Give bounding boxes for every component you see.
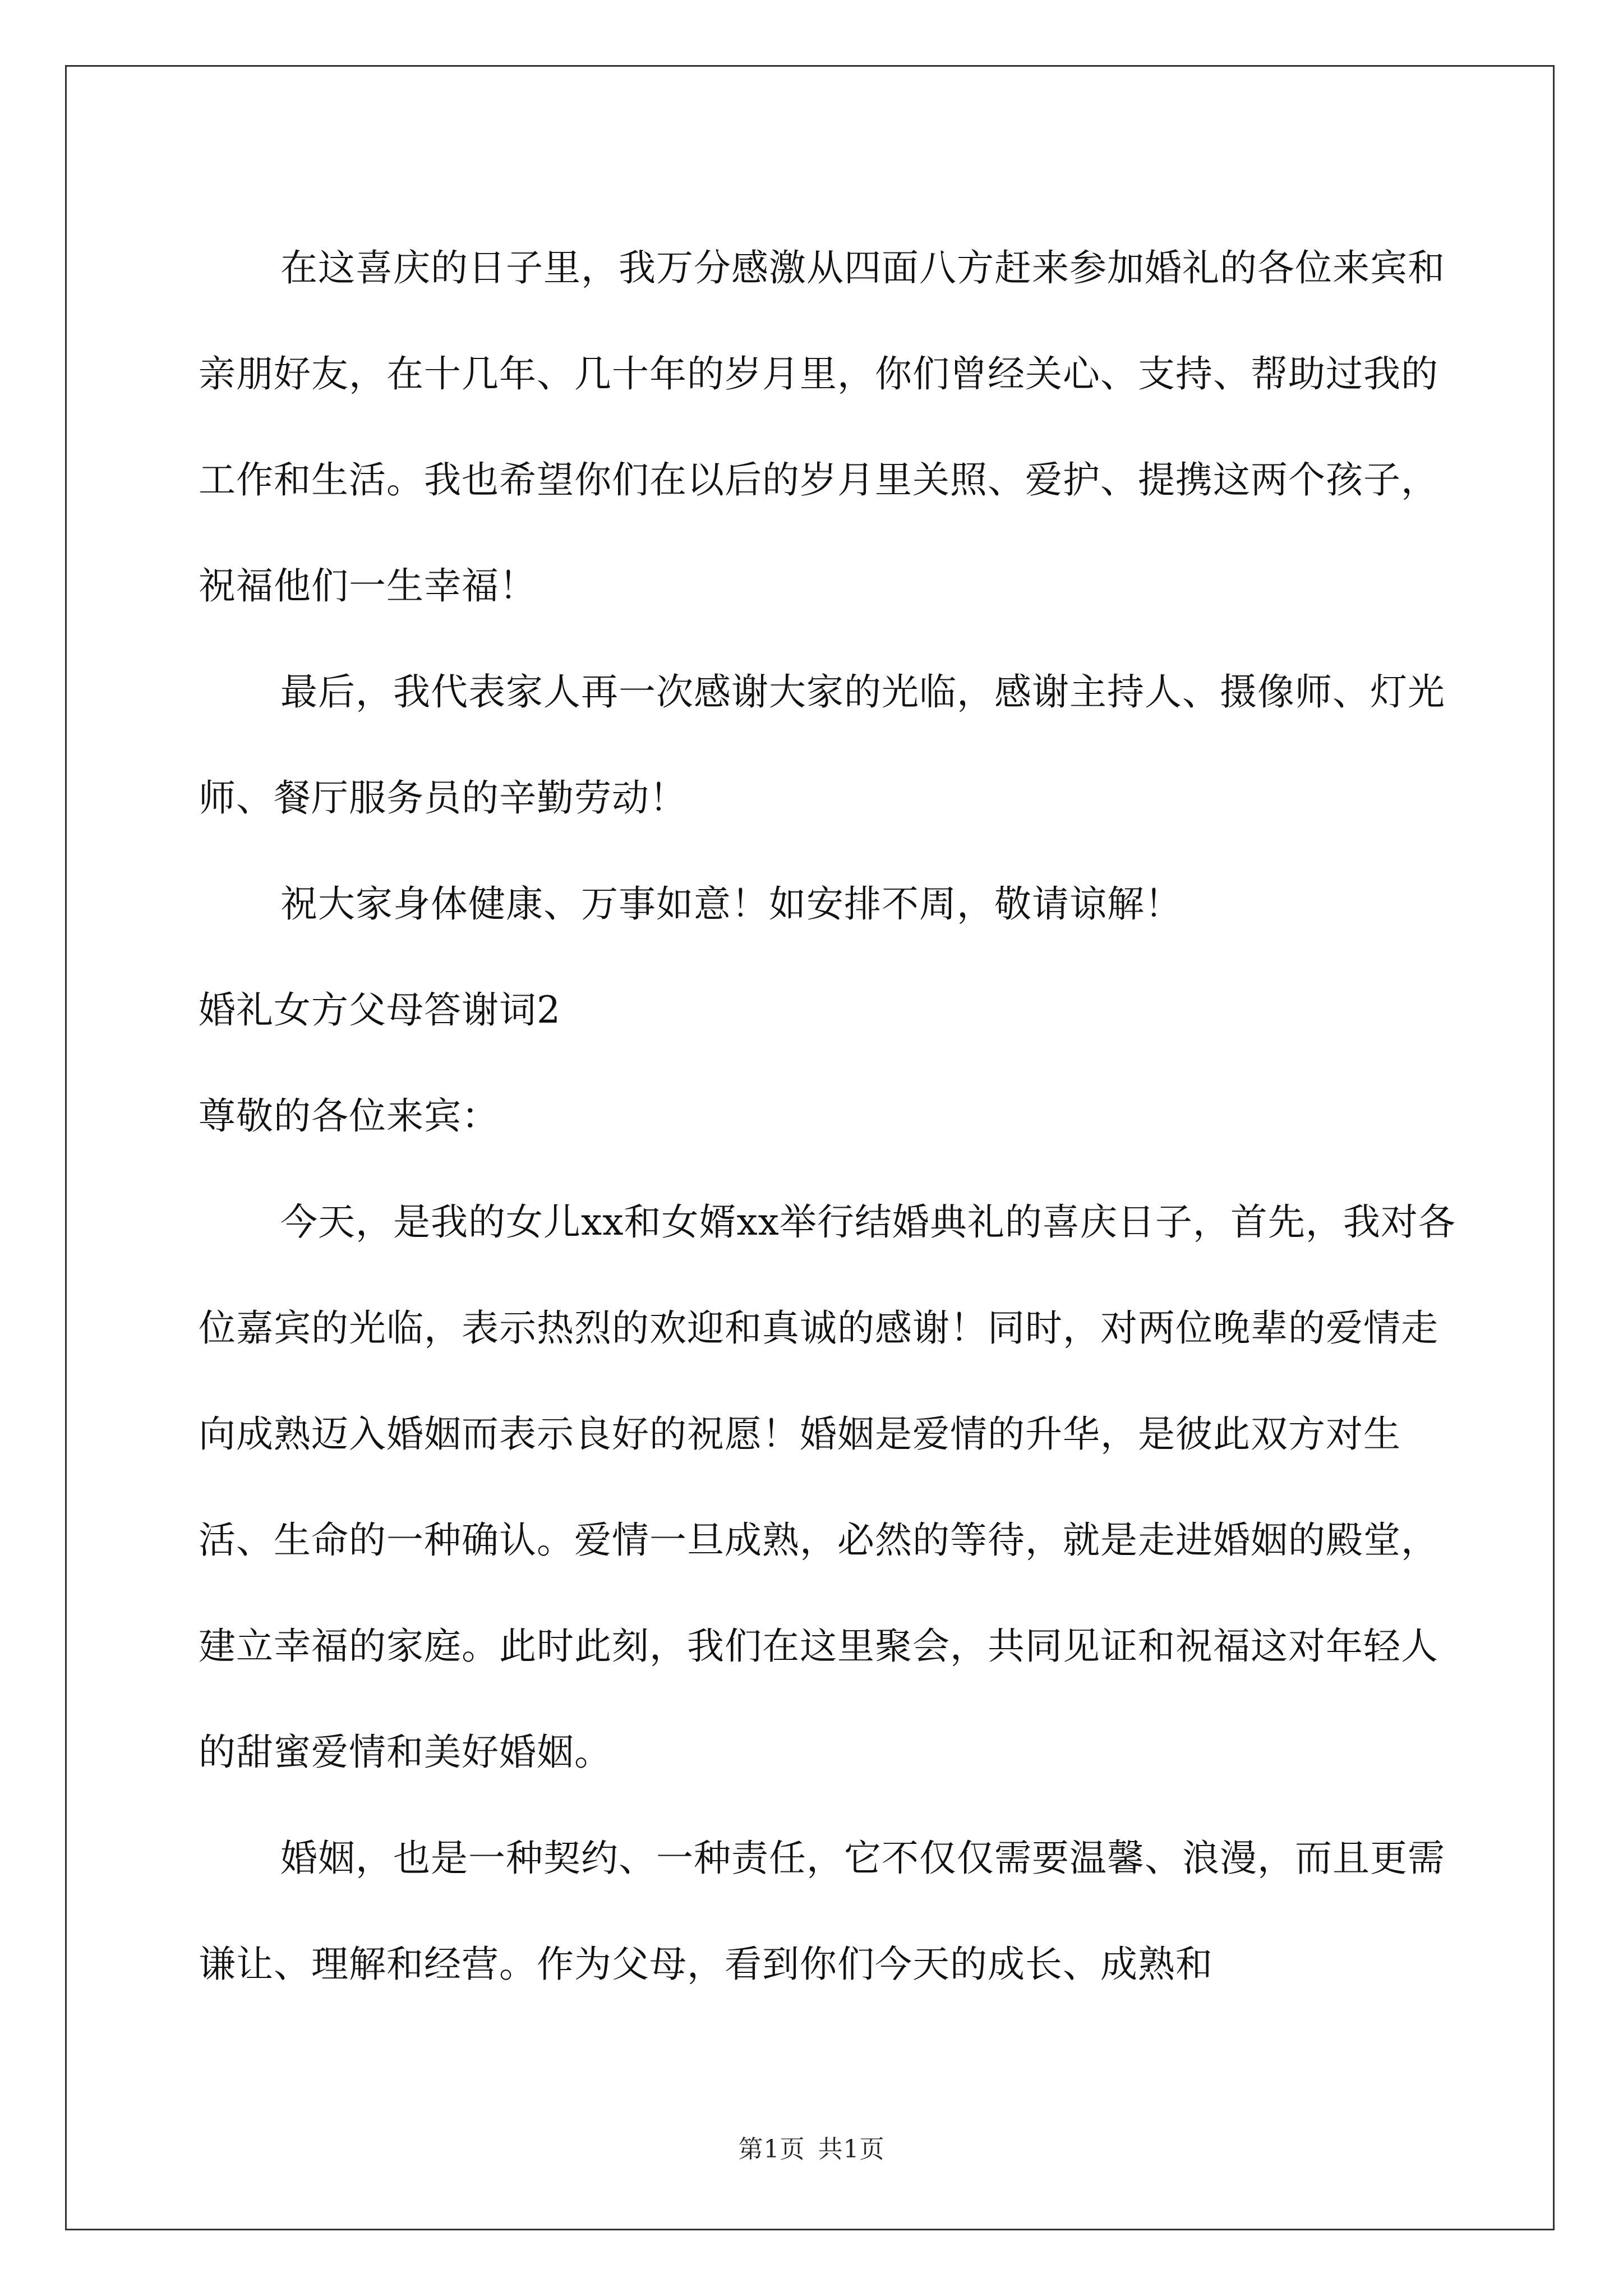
page-total: 共1页 xyxy=(818,2135,885,2164)
document-body xyxy=(199,215,1472,2017)
paragraph-welcome: 今天，是我的女儿xx和女婿xx举行结婚典礼的喜庆日子，首先，我对各位嘉宾的光临，表示热烈的欢迎和真诚的感谢！同时，对两位晚辈的爱情走向成熟迈入婚姻而表示良好的祝愿！婚姻是爱情的升华，是彼此双方对生活、生命的一种确认。爱情一旦成熟，必然的等待，就是走进婚姻的殿堂，建立幸福的家庭。此时此刻，我们在这里聚会，共同见证和祝福这对年轻人的甜蜜爱情和美好婚姻。 xyxy=(199,1200,1456,1774)
paragraph-blessing: 祝大家身体健康、万事如意！如安排不周，敬请谅解！ xyxy=(280,882,1182,926)
page-footer xyxy=(0,2129,1623,2165)
section-title: 婚礼女方父母答谢词2 xyxy=(199,988,561,1032)
salutation: 尊敬的各位来宾： xyxy=(199,1094,499,1138)
paragraph-thanks-guests: 在这喜庆的日子里，我万分感激从四面八方赶来参加婚礼的各位来宾和亲朋好友，在十几年、几十年的岁月里，你们曾经关心、支持、帮助过我的工作和生活。我也希望你们在以后的岁月里关照、爱护、提携这两个孩子，祝福他们一生幸福！ xyxy=(199,246,1445,608)
paragraph-marriage-contract: 婚姻，也是一种契约、一种责任，它不仅仅需要温馨、浪漫，而且更需谦让、理解和经营。作为父母，看到你们今天的成长、成熟和 xyxy=(199,1837,1445,1986)
page-number: 第1页 xyxy=(738,2135,805,2164)
paragraph-thanks-staff: 最后，我代表家人再一次感谢大家的光临，感谢主持人、摄像师、灯光师、餐厅服务员的辛勤劳动！ xyxy=(199,670,1445,820)
